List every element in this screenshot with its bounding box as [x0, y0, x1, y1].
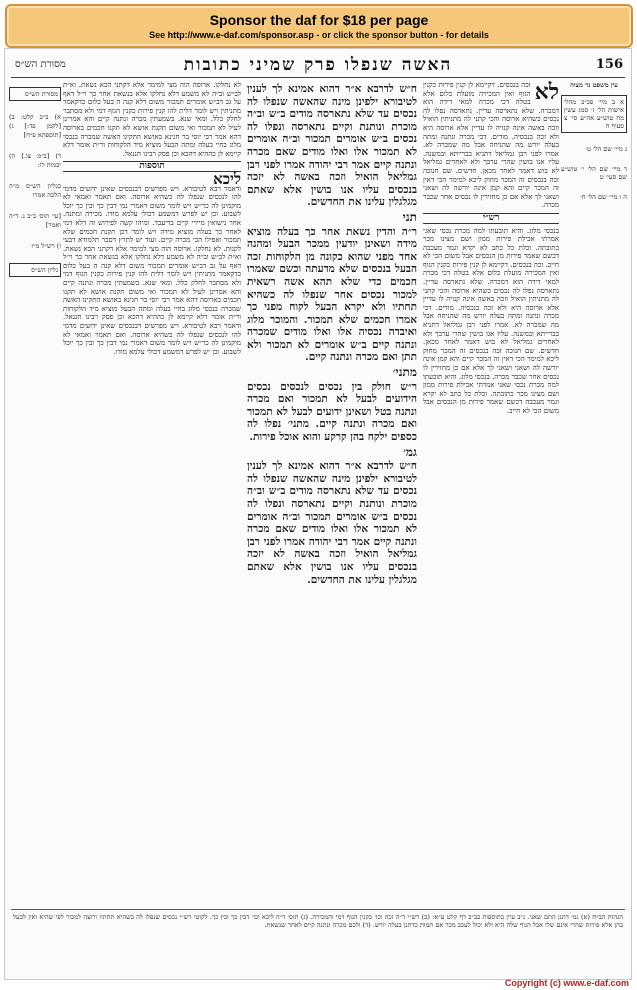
tosafot-text: מכירה ומתנה. אחר נישואין מיירי קיים בדיעבד. ומיהו קשה לפירוש זה דלא דמי לאחר כך בעלה מוציא מידה ויש לומר דכן תקנת חכמים שלא תמכור ואפילו הכי מכרה קיים. ועוד יש לתרץ דסבר תלמודא דבעי לקנות. — [63, 210, 241, 253]
sponsor-link[interactable]: http://www.e-daf.com/sponsor.asp — [167, 30, 314, 40]
mesoret-note: ד) [ב״מ צו.] ה) יבמות לו: — [9, 152, 61, 169]
sponsor-banner[interactable] — [5, 4, 633, 48]
mesoret-note: ו) רש״ל מ״ז — [31, 242, 61, 250]
tosafot-section-head: ליכא — [213, 169, 241, 188]
tractate-label: מסורת הש״ס — [15, 59, 66, 70]
rashi-text: חדשים. שם חנוכה זכה בנכסים זה המכר מחוק ליכא למימר הכי דאין זה המכר קיים והא קמן אינה יורשה לה ושאני ושאני לך אלא אם כן מחזירין לו נכסים אחר שכבר מכרה. — [423, 166, 559, 210]
rashi-column — [423, 81, 559, 901]
rashi-opening-word: לא — [534, 81, 559, 105]
tosafot-label: תוספות — [63, 161, 241, 172]
mesoret-hashas-column — [9, 81, 61, 901]
gemara-text: ח״ש לדרבא א״ר דהוא אמינא לך לענין לטיבורא ילפינן מינה שהאשה שנפלו לה נכסים עד שלא נתארסה מודים ב״ש וב״ה מוכרת ונותנת וקיים נתארסה ונפלו לה נכסים ב״ש אומרים תמכור וב״ה אומרים לא תמכור אלו ואלו מודים שאם מכרה ונתנה קיים אמר רבי יהודה אמרו לפני רבן גמליאל הואיל וזכה באשה לא יזכה בנכסים עליו אנו בושין אלא שאתם מגלגלין עלינו את החדשים. — [247, 460, 417, 586]
mesoret-note: בגליון הש״ס מ״ה הלכה אמרו — [9, 182, 61, 199]
copyright-link[interactable]: Copyright (c) www.e-daf.com — [504, 978, 629, 988]
gemara-section-head: גמ׳ — [403, 444, 417, 459]
tosafot-text: לא נחלקו. ארוסה הוה מצי למימר אלא דקתני הכא נשאת. וא״ת לב״ש וב״ה לא משמע דלא נחלקו אלא בנשאת אחר כך וי״ל דאף על גב דב״ש אומרים תמכור משום דלא קנה ה בעל כלום כדקאמר מתניתין ויש לומר דלית להו קנין פירות כקנין הגוף דמי ולא מסתבר לחלק כלל. — [63, 81, 241, 124]
rashi-text: מודים. דכי מכרה ונתנה ומתה בעלה יורש מה שהניחה אבל מה שמכרה לא. אמרו לפני רבן גמליאל דתניא בברייתא ובמשנה. עליו אנו בושין שהרי ערבך ולא לאחרים גמליאל לא בוש דאמר לאחר מכאן. — [423, 303, 559, 347]
gemara-text: ר״ש חולק בין נכסים לנכסים נכסים הידועים לבעל לא תמכור ואם מכרה ונתנה בטל ושאינן ידועים לבעל לא תמכור ואם מכרה ונתנה קיים. מתני׳ נפלו לה כספים ילקח בהן קרקע והוא אוכל פירות. — [247, 380, 417, 444]
gemara-text: ח״ש לדרבא א״ר דהוא אמינא לך לענין לטיבורא ילפינן מינה שהאשה שנפלו לה נכסים עד שלא נתארסה מודים ב״ש וב״ה מוכרת ונותנת וקיים נתארסה ונפלו לה נכסים ב״ש אומרים תמכור וב״ה אומרים לא תמכור אלו ואלו מודים שאם מכרה ונתנה קיים אמר רבי יהודה אמרו לפני רבן גמליאל הואיל וזכה באשה לא יזכה בנכסים עליו אנו בושין אלא שאתם מגלגלין עלינו את החדשים. — [247, 83, 417, 209]
tosafot-text: ודאמר רבא לטיבורא. ויש מפרשים דבנכסים שאינן ידועים מדמי להו לנכסים שנפלו לה כשהיא ארוסה. ואם תאמר ואמאי לא מוקמינן לה כר״ש ויש לומר משום דאמרי נמי דבין כך ובין כך יוכל לשבוע. וכן יש לפרש דמשמע דכולי עלמא מודו. — [63, 184, 241, 219]
sponsor-banner-subtitle — [7, 30, 631, 41]
page-number: 156 — [595, 57, 623, 72]
gilyon-hashas-box: גליון הש״ס — [9, 263, 61, 277]
ein-mishpat-note: ה ו מיי׳ שם הל׳ ח׳ — [580, 193, 627, 201]
ein-mishpat-note: ג מיי׳ שם הל׳ ט׳ — [585, 145, 627, 153]
sponsor-banner-title[interactable]: Sponsor the daf for $18 per page — [209, 12, 429, 28]
rashi-label: רש״י — [423, 213, 559, 224]
gemara-text: ר״ה והדין נשאת אחר כך בעלה מוציא מידה ושאינן יודעין ממכר הבעל ומהנה אחד מפני שהוא כקונה מן הלקוחות זכה הבעל בנכסים שלא מדעתה וכשם שאמרו חכמים כדי שלא תהא אשה רשאית למכור נכסים אחר שנפלו לה כשהיא תחתיו ולא יקרא הבעל לקוח מפני כך אמרו חכמים שלא תמכור. — [247, 225, 417, 326]
page-header — [5, 55, 631, 77]
mesoret-note: [עי׳ תוס׳ ב״ב נ. ד״ה ואמר] — [9, 212, 61, 229]
header-divider — [11, 77, 625, 78]
tosafot-text: לא נחלקו. ארוסה הוה מצי למימר אלא דקתני הכא נשאת. וא״ת לב״ש וב״ה לא משמע דלא נחלקו אלא בנשאת אחר כך וי״ל דאף על גב דב״ש אומרים תמכור משום דלא קנה ה בעל כלום כדקאמר מתניתין ויש לומר דלית להו קנין פירות כקנין הגוף דמי ולא מסתבר לחלק כלל. — [63, 244, 241, 288]
ein-mishpat-column — [561, 81, 627, 501]
gemara-section-head: תני — [402, 209, 417, 224]
gemara-text: והמוכר מלוג ואיבדה נכסיה אלו ואלו מודים שמכרה ונתנה קיים ב״ש אומרים לא תמכור ולא תתן ואם מכרה ונתנה קיים. — [247, 313, 417, 364]
tosafot-column — [63, 81, 241, 901]
ein-mishpat-heading: עין משפט נר מצוה — [570, 81, 618, 89]
rashi-text: מודים. דכי מכרה ונתנה ומתה בעלה יורש מה שהניחה אבל מה שמכרה לא. אמרו לפני רבן גמליאל דתניא בברייתא ובמשנה. עליו אנו בושין שהרי ערבך ולא לאחרים גמליאל לא בוש דאמר לאחר מכאן. — [423, 132, 559, 175]
rashi-text: בנכסי מלוג. והיא תובעתו למה מכרת נכסי שאני אמרתי אכילת פירות ממון ושם מצינו מכר כתובתה. וכלת כל כתב לא יקרא וגמר מעכבה דכשם שאמר פירות מן הנכסים אבל משום הכי לא חייב. — [423, 372, 559, 415]
sponsor-subtitle-prefix: See — [149, 30, 168, 40]
sponsor-subtitle-suffix: - or click the sponsor button - for details — [313, 30, 489, 40]
footnote-divider — [11, 909, 625, 910]
tosafot-text: ומאי שנא. בשמעתין מכרה ונתנה קיים והא אמרינן לעיל לא תמכור ואי משום תקנת אושא לא תקנו חכמים בארוסה דהא אמר רבי יוסי בר חנינא באושא התקינו האשה שמכרה בנכסי מלוג בחיי בעלה ומתה הבעל מוציא מיד הלקוחות ור״ת אומר דלא קיימא לן כההיא דהכא וכן פסק רבינו חננאל. — [63, 115, 241, 158]
rashi-text: זכה בנכסים. דקיימא לן קנין פירות כקנין הגוף ואין המכירה מועלת כלום אלא בטלה דכי מכרה למאי דידה הוא דמכרה. שלא נתארסה עדיין. נתארסה נפלו לה נכסים כשהיא ארוסה והכי קתני לה מתניתין הואיל וזכה באשה אינה קנויה לו עדיין אלא ארוסה היא ולא זכה בנכסיה. — [423, 260, 559, 312]
footnotes: הגהות הב״ח (א) גמ׳ דתנן התם שאני. נ״ב עיין בתוספות בב״ב דף קלט ע״א: (ב) רש״י ד״ה זכה וכו׳ כקנין הגוף דמי והמכירה. (ג) תוס׳ ד״ה ליכא וכו׳ דבין כך ובין כך. לקוטי רש״י נכסים שנפלו לה כשהיא תחתיו ורוצה למכור לפי שהיא ואין לבעל בהן אלא פירות שהרי אינם שלו אבל הגוף שלה היא ולא יכול לעכב מכר אם תמות כדתנן בעלה יורש. (ד) ולכם מכרה ונתנה קיים לאחר שנשאת. — [13, 913, 623, 930]
tosafot-text: ודאמר רבא לטיבורא. ויש מפרשים דבנכסים שאינן ידועים מדמי להו לנכסים שנפלו לה כשהיא ארוסה. ואם תאמר ואמאי לא מוקמינן לה כר״ש ויש לומר משום דאמרי נמי דבין כך ובין כך יוכל לשבוע. וכן יש לפרש דמשמע דכולי עלמא מודו. — [63, 322, 241, 356]
talmud-page — [4, 48, 632, 980]
mesoret-box: מסורת הש״ס — [9, 87, 61, 101]
page-title: האשה שנפלו פרק שמיני כתובות — [183, 55, 453, 75]
gemara-section-head: מתני׳ — [392, 365, 417, 380]
ein-mishpat-note: ד מיי׳ שם הל׳ י׳ טוש״ע שם סעי׳ ט — [561, 165, 627, 181]
tosafot-text: ומאי שנא. בשמעתין מכרה ונתנה קיים והא אמרינן לעיל לא תמכור ואי משום תקנת אושא לא תקנו חכמים בארוסה דהא אמר רבי יוסי בר חנינא באושא התקינו האשה שמכרה בנכסי מלוג בחיי בעלה ומתה הבעל מוציא מיד הלקוחות ור״ת אומר דלא קיימא לן כההיא דהכא וכן פסק רבינו חננאל. — [63, 279, 241, 322]
ein-mishpat-box: א ב מיי׳ פכ״ב מהל׳ אישות הל׳ ז׳ סמג עשין מח טוש״ע אה״ע סי׳ צ סעיף ח — [561, 95, 627, 133]
mesoret-note: א) ב״ב קלט: ב) [לקמן פד:] ג) [תוספתא פ״ח] — [9, 113, 61, 139]
rashi-text: חדשים. שם חנוכה זכה בנכסים זה המכר מחוק ליכא למימר הכי דאין זה המכר קיים והא קמן אינה יורשה לה ושאני ושאני לך אלא אם כן מחזירין לו נכסים אחר שכבר מכרה. — [423, 346, 559, 381]
rashi-text: בנכסי מלוג. והיא תובעתו למה מכרת נכסי שאני אמרתי אכילת פירות ממון ושם מצינו מכר כתובתה. וכלת כל כתב לא יקרא וגמר מעכבה דכשם שאמר פירות מן הנכסים אבל משום הכי לא חייב. — [423, 226, 559, 269]
gemara-column — [247, 83, 417, 843]
rashi-text: זכה בנכסים. דקיימא לן קנין פירות כקנין הגוף ואין המכירה מועלת כלום אלא בטלה דכי מכרה למאי דידה הוא דמכרה. שלא נתארסה עדיין. נתארסה נפלו לה נכסים כשהיא ארוסה והכי קתני לה מתניתין הואיל וזכה באשה אינה קנויה לו עדיין אלא ארוסה היא ולא זכה בנכסיה. — [423, 81, 559, 141]
